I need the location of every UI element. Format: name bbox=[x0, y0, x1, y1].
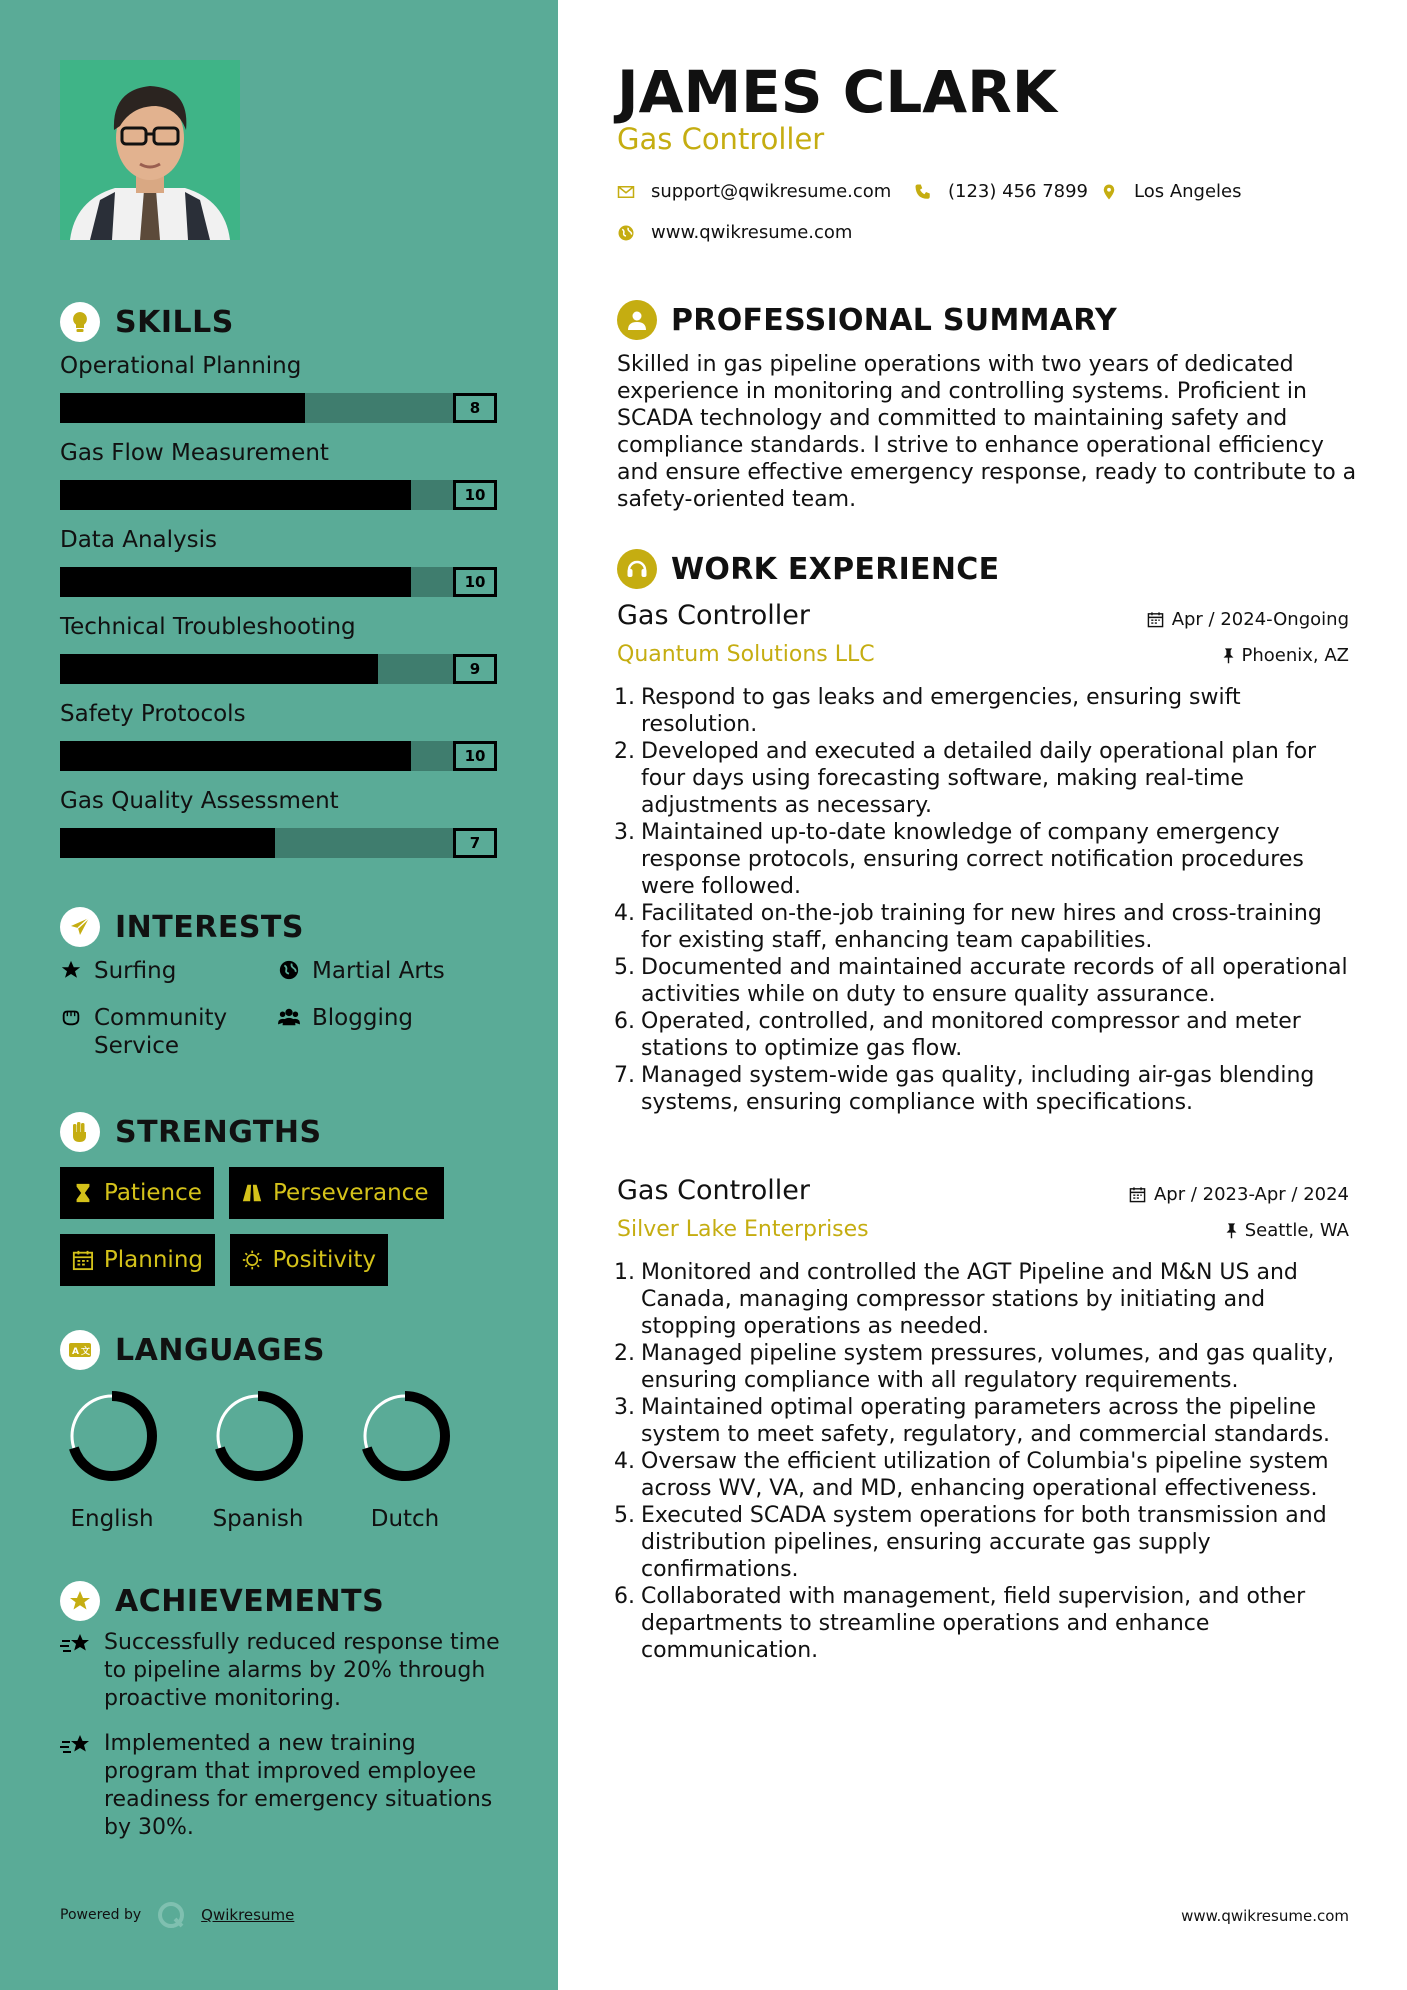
interest-item bbox=[278, 1004, 413, 1032]
job-bullet bbox=[609, 1062, 1354, 1116]
job-bullet bbox=[609, 1502, 1354, 1583]
skill-bar bbox=[60, 480, 497, 510]
bullet-number: 4. bbox=[614, 901, 635, 926]
qwikresume-logo-icon bbox=[156, 1900, 186, 1930]
achievement-item bbox=[60, 1730, 500, 1842]
skill-name: Data Analysis bbox=[60, 527, 217, 553]
skill-name: Technical Troubleshooting bbox=[60, 614, 356, 640]
achievements-header bbox=[60, 1579, 384, 1623]
phone-text: (123) 456 7899 bbox=[948, 181, 1089, 202]
skill-level-badge: 9 bbox=[453, 654, 497, 684]
company-name: Quantum Solutions LLC bbox=[617, 642, 875, 667]
languages-header bbox=[60, 1328, 325, 1372]
strengths-title: STRENGTHS bbox=[115, 1114, 322, 1150]
strength-tag bbox=[60, 1234, 215, 1286]
fist-icon bbox=[60, 1112, 100, 1152]
company-name: Silver Lake Enterprises bbox=[617, 1217, 869, 1242]
bullet-number: 7. bbox=[614, 1063, 635, 1088]
calendar-icon bbox=[1129, 1186, 1146, 1203]
skill-bar bbox=[60, 741, 497, 771]
interest-item bbox=[278, 957, 445, 985]
footer-website[interactable]: www.qwikresume.com bbox=[1181, 1907, 1349, 1925]
headset-icon bbox=[617, 549, 657, 589]
skill-name: Operational Planning bbox=[60, 353, 302, 379]
languages-title: LANGUAGES bbox=[115, 1332, 325, 1368]
hourglass-icon bbox=[72, 1182, 94, 1204]
powered-by-label: Powered by bbox=[60, 1907, 142, 1923]
job-location-text: Seattle, WA bbox=[1244, 1220, 1349, 1241]
language-item bbox=[355, 1388, 455, 1532]
website-text: www.qwikresume.com bbox=[651, 222, 853, 243]
bullet-text: Maintained optimal operating parameters across the pipeline system to meet safety, regulatory, and commercial standards. bbox=[641, 1395, 1331, 1447]
shooting-star-icon bbox=[60, 1631, 92, 1659]
bullet-text: Maintained up-to-date knowledge of company emergency response protocols, ensuring correct notification procedures were followed. bbox=[641, 820, 1304, 899]
bullet-number: 1. bbox=[614, 685, 635, 710]
svg-text:A: A bbox=[72, 1347, 79, 1357]
job-dates-text: Apr / 2024-Ongoing bbox=[1171, 609, 1349, 630]
interest-label: Martial Arts bbox=[312, 958, 445, 984]
skill-bar-fill bbox=[60, 480, 411, 510]
job-bullets bbox=[609, 684, 1354, 1116]
sidebar bbox=[0, 0, 558, 1990]
job-location bbox=[1221, 645, 1350, 666]
contact-website[interactable] bbox=[617, 222, 852, 243]
lightbulb-icon bbox=[60, 302, 100, 342]
bullet-text: Operated, controlled, and monitored compressor and meter stations to optimize gas flow. bbox=[641, 1009, 1301, 1061]
skill-level-badge: 8 bbox=[453, 393, 497, 423]
powered-by bbox=[60, 1900, 294, 1930]
interest-item bbox=[60, 957, 176, 985]
job-dates bbox=[1147, 609, 1349, 630]
interest-label: Surfing bbox=[94, 958, 177, 984]
achievements-title: ACHIEVEMENTS bbox=[115, 1583, 385, 1619]
strength-label: Patience bbox=[104, 1180, 202, 1206]
bullet-number: 4. bbox=[614, 1449, 635, 1474]
language-item bbox=[62, 1388, 162, 1532]
strength-tag bbox=[230, 1234, 388, 1286]
job-location bbox=[1224, 1220, 1349, 1241]
job-bullet bbox=[609, 1340, 1354, 1394]
paper-plane-icon bbox=[60, 907, 100, 947]
skill-bar-fill bbox=[60, 393, 305, 423]
skill-name: Safety Protocols bbox=[60, 701, 246, 727]
job-bullets bbox=[609, 1259, 1354, 1664]
bullet-number: 1. bbox=[614, 1260, 635, 1285]
bullet-text: Collaborated with management, field supervision, and other departments to streamline operations and enhance communication. bbox=[641, 1584, 1306, 1663]
bullet-text: Facilitated on-the-job training for new hires and cross-training for existing staff, enhancing team capabilities. bbox=[641, 901, 1322, 953]
bullet-number: 2. bbox=[614, 1341, 635, 1366]
job-bullet bbox=[609, 738, 1354, 819]
skill-bar bbox=[60, 654, 497, 684]
summary-title: PROFESSIONAL SUMMARY bbox=[671, 302, 1118, 338]
candidate-role: Gas Controller bbox=[617, 122, 825, 156]
contact-phone[interactable] bbox=[914, 181, 1088, 202]
bullet-text: Executed SCADA system operations for both transmission and distribution pipelines, ensuring accurate gas supply confirmations. bbox=[641, 1503, 1327, 1582]
road-icon bbox=[241, 1182, 263, 1204]
contact-location bbox=[1100, 181, 1242, 202]
job-bullet bbox=[609, 1394, 1354, 1448]
shooting-star-icon bbox=[60, 1732, 92, 1760]
skills-header bbox=[60, 300, 234, 344]
interests-title: INTERESTS bbox=[115, 909, 304, 945]
interests-header bbox=[60, 905, 304, 949]
job-bullet bbox=[609, 819, 1354, 900]
user-icon bbox=[617, 300, 657, 340]
star-icon bbox=[60, 959, 82, 981]
strengths-header bbox=[60, 1110, 322, 1154]
bullet-text: Oversaw the efficient utilization of Columbia's pipeline system across WV, VA, and MD, enhancing operational effectiveness. bbox=[641, 1449, 1329, 1501]
skill-level-badge: 10 bbox=[453, 741, 497, 771]
svg-text:文: 文 bbox=[81, 1347, 91, 1357]
sun-icon bbox=[242, 1249, 262, 1271]
skill-level-badge: 7 bbox=[453, 828, 497, 858]
language-label: English bbox=[70, 1506, 154, 1532]
location-text: Los Angeles bbox=[1134, 181, 1242, 202]
bullet-number: 3. bbox=[614, 1395, 635, 1420]
interest-label: Blogging bbox=[312, 1005, 414, 1031]
bullet-text: Managed pipeline system pressures, volumes, and gas quality, ensuring compliance with all regulatory requirements. bbox=[641, 1341, 1335, 1393]
skill-name: Gas Quality Assessment bbox=[60, 788, 339, 814]
skill-name: Gas Flow Measurement bbox=[60, 440, 329, 466]
strength-tag bbox=[60, 1167, 214, 1219]
skill-bar-fill bbox=[60, 654, 378, 684]
globe-icon bbox=[278, 959, 300, 981]
summary-text: Skilled in gas pipeline operations with two years of dedicated experience in monitoring and controlling systems. Proficient in SCADA technology and committed to maintaining safety and compliance standards. I strive to enhance operational efficiency and ensure effective emergency response, ready to contribute to a safety-oriented team. bbox=[617, 352, 1357, 512]
job-title: Gas Controller bbox=[617, 600, 810, 631]
achievement-item bbox=[60, 1629, 500, 1713]
bullet-number: 2. bbox=[614, 739, 635, 764]
map-pin-icon bbox=[1100, 183, 1118, 201]
skill-bar bbox=[60, 828, 497, 858]
bullet-text: Developed and executed a detailed daily operational plan for four days using forecasting software, making real-time adjustments as necessary. bbox=[641, 739, 1317, 818]
language-label: Spanish bbox=[212, 1506, 304, 1532]
skill-level-badge: 10 bbox=[453, 567, 497, 597]
phone-icon bbox=[914, 183, 932, 201]
translate-icon bbox=[60, 1330, 100, 1370]
job-title: Gas Controller bbox=[617, 1175, 810, 1206]
bullet-text: Respond to gas leaks and emergencies, ensuring swift resolution. bbox=[641, 685, 1241, 737]
job-bullet bbox=[609, 1259, 1354, 1340]
job-bullet bbox=[609, 1583, 1354, 1664]
job-dates bbox=[1129, 1184, 1349, 1205]
skill-bar-fill bbox=[60, 828, 275, 858]
job-location-text: Phoenix, AZ bbox=[1241, 645, 1349, 666]
bullet-number: 6. bbox=[614, 1584, 635, 1609]
experience-header bbox=[617, 549, 999, 589]
bullet-number: 6. bbox=[614, 1009, 635, 1034]
pushpin-icon bbox=[1224, 1222, 1239, 1239]
strength-label: Perseverance bbox=[273, 1180, 429, 1206]
bullet-number: 5. bbox=[614, 955, 635, 980]
job-bullet bbox=[609, 900, 1354, 954]
language-ring bbox=[210, 1388, 306, 1484]
skill-bar-fill bbox=[60, 741, 411, 771]
interest-item bbox=[60, 1004, 260, 1060]
bullet-number: 3. bbox=[614, 820, 635, 845]
email-text: support@qwikresume.com bbox=[651, 181, 892, 202]
candidate-name: JAMES CLARK bbox=[617, 58, 1057, 126]
hand-icon bbox=[60, 1006, 82, 1028]
achievement-text: Successfully reduced response time to pipeline alarms by 20% through proactive monitoring. bbox=[104, 1630, 500, 1711]
qwikresume-link[interactable]: Qwikresume bbox=[201, 1906, 295, 1924]
bullet-text: Managed system-wide gas quality, including air-gas blending systems, ensuring compliance with specifications. bbox=[641, 1063, 1315, 1115]
language-ring bbox=[64, 1388, 160, 1484]
job-dates-text: Apr / 2023-Apr / 2024 bbox=[1153, 1184, 1349, 1205]
skill-bar bbox=[60, 567, 497, 597]
skill-bar-fill bbox=[60, 567, 411, 597]
summary-header bbox=[617, 300, 1117, 340]
strength-label: Positivity bbox=[272, 1247, 376, 1273]
calendar-icon bbox=[72, 1249, 94, 1271]
skill-bar bbox=[60, 393, 497, 423]
globe-icon bbox=[617, 224, 635, 242]
job-bullet bbox=[609, 684, 1354, 738]
strength-tag bbox=[229, 1167, 444, 1219]
interest-label: Community Service bbox=[94, 1005, 228, 1059]
calendar-icon bbox=[1147, 611, 1164, 628]
job-bullet bbox=[609, 1008, 1354, 1062]
profile-photo bbox=[60, 60, 240, 240]
contact-email[interactable] bbox=[617, 181, 891, 202]
bullet-text: Monitored and controlled the AGT Pipeline and M&N US and Canada, managing compressor stations by initiating and stopping operations as needed. bbox=[641, 1260, 1298, 1339]
language-label: Dutch bbox=[370, 1506, 440, 1532]
bullet-number: 5. bbox=[614, 1503, 635, 1528]
job-bullet bbox=[609, 954, 1354, 1008]
skill-level-badge: 10 bbox=[453, 480, 497, 510]
language-item bbox=[208, 1388, 308, 1532]
skills-title: SKILLS bbox=[115, 304, 234, 340]
strength-label: Planning bbox=[103, 1247, 203, 1273]
achievement-text: Implemented a new training program that improved employee readiness for emergency situations by 30%. bbox=[104, 1731, 493, 1840]
experience-title: WORK EXPERIENCE bbox=[671, 551, 1000, 587]
language-ring bbox=[357, 1388, 453, 1484]
star-badge-icon bbox=[60, 1581, 100, 1621]
bullet-text: Documented and maintained accurate records of all operational activities while on duty to ensure quality assurance. bbox=[641, 955, 1348, 1007]
job-bullet bbox=[609, 1448, 1354, 1502]
envelope-icon bbox=[617, 183, 635, 201]
users-icon bbox=[278, 1006, 300, 1028]
pushpin-icon bbox=[1221, 647, 1236, 664]
